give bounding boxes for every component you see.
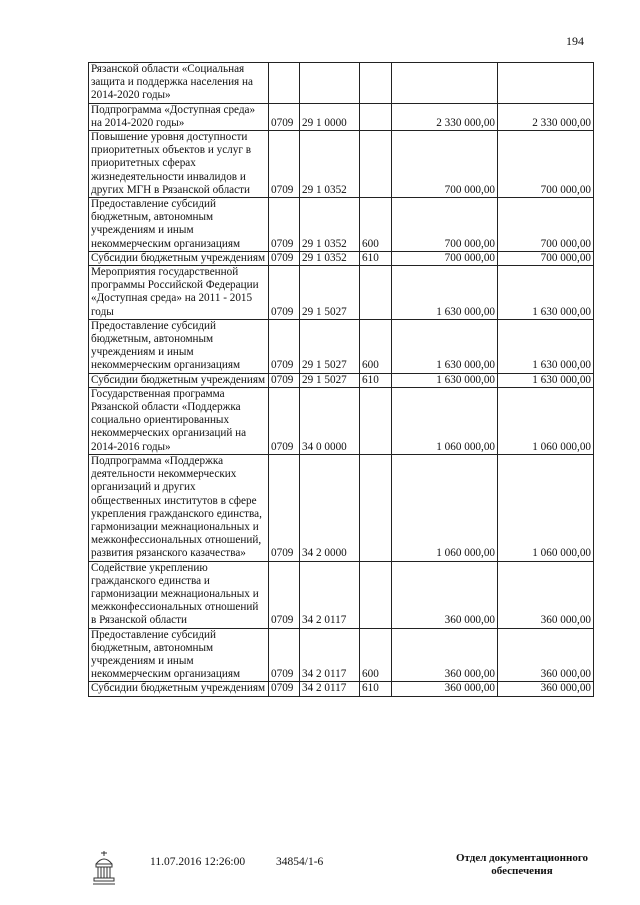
row-name-cell: Субсидии бюджетным учреждениям (89, 373, 269, 387)
amount-cell: 360 000,00 (392, 561, 498, 628)
amount-second-cell: 1 630 000,00 (498, 266, 594, 320)
expense-type-cell (360, 103, 392, 130)
budget-table (88, 62, 594, 697)
section-code-cell: 0709 (269, 373, 300, 387)
table-row (89, 198, 594, 252)
row-name-cell: Субсидии бюджетным учреждениям (89, 251, 269, 265)
table-row (89, 561, 594, 628)
amount-second-cell: 1 060 000,00 (498, 387, 594, 454)
table-row (89, 103, 594, 130)
expense-type-cell: 610 (360, 251, 392, 265)
row-name-cell: Мероприятия государственной программы Российской Федерации «Доступная среда» на 2011 - 2015 годы (89, 266, 269, 320)
table-row (89, 63, 594, 104)
target-article-cell: 29 1 5027 (300, 319, 360, 373)
amount-second-cell: 700 000,00 (498, 251, 594, 265)
target-article-cell (300, 63, 360, 104)
row-name-cell: Рязанской области «Социальная защита и поддержка населения на 2014-2020 годы» (89, 63, 269, 104)
amount-cell: 1 630 000,00 (392, 319, 498, 373)
section-code-cell: 0709 (269, 387, 300, 454)
target-article-cell: 34 2 0117 (300, 682, 360, 696)
expense-type-cell (360, 63, 392, 104)
row-name-cell: Содействие укреплению гражданского единства и гармонизации межнациональных и межконфессиональных отношений в Рязанской области (89, 561, 269, 628)
target-article-cell: 34 2 0117 (300, 628, 360, 682)
row-name-cell: Подпрограмма «Поддержка деятельности некоммерческих организаций и других общественных институтов в сфере укрепления гражданского единства, гармонизации межнациональных и межконфессиональных отношений, развития рязанского казачества» (89, 454, 269, 561)
section-code-cell: 0709 (269, 682, 300, 696)
table-row (89, 319, 594, 373)
target-article-cell: 29 1 0352 (300, 198, 360, 252)
footer-date: 11.07.2016 12:26:00 (150, 856, 246, 868)
row-name-cell: Повышение уровня доступности приоритетных объектов и услуг в приоритетных сферах жизнедеятельности инвалидов и других МГН в Рязанской области (89, 131, 269, 198)
amount-cell: 360 000,00 (392, 628, 498, 682)
amount-second-cell: 360 000,00 (498, 682, 594, 696)
section-code-cell: 0709 (269, 131, 300, 198)
emblem-logo-icon (90, 848, 118, 888)
row-name-cell: Субсидии бюджетным учреждениям (89, 682, 269, 696)
table-row (89, 682, 594, 696)
expense-type-cell (360, 387, 392, 454)
amount-cell: 700 000,00 (392, 198, 498, 252)
expense-type-cell: 610 (360, 682, 392, 696)
section-code-cell: 0709 (269, 454, 300, 561)
table-row (89, 387, 594, 454)
amount-second-cell (498, 63, 594, 104)
table-row (89, 266, 594, 320)
target-article-cell: 29 1 0000 (300, 103, 360, 130)
amount-second-cell: 1 060 000,00 (498, 454, 594, 561)
amount-cell: 1 630 000,00 (392, 373, 498, 387)
target-article-cell: 29 1 5027 (300, 373, 360, 387)
row-name-cell: Подпрограмма «Доступная среда» на 2014-2020 годы» (89, 103, 269, 130)
row-name-cell: Предоставление субсидий бюджетным, автономным учреждениям и иным некоммерческим организациям (89, 198, 269, 252)
amount-cell: 1 060 000,00 (392, 387, 498, 454)
page-footer (0, 848, 640, 898)
expense-type-cell (360, 131, 392, 198)
page-number: 194 (566, 34, 584, 48)
target-article-cell: 34 0 0000 (300, 387, 360, 454)
section-code-cell (269, 63, 300, 104)
section-code-cell: 0709 (269, 198, 300, 252)
section-code-cell: 0709 (269, 251, 300, 265)
expense-type-cell: 600 (360, 628, 392, 682)
amount-second-cell: 1 630 000,00 (498, 319, 594, 373)
section-code-cell: 0709 (269, 319, 300, 373)
table-row (89, 628, 594, 682)
amount-cell: 700 000,00 (392, 251, 498, 265)
target-article-cell: 29 1 5027 (300, 266, 360, 320)
target-article-cell: 34 2 0117 (300, 561, 360, 628)
section-code-cell: 0709 (269, 561, 300, 628)
section-code-cell: 0709 (269, 103, 300, 130)
target-article-cell: 34 2 0000 (300, 454, 360, 561)
amount-cell (392, 63, 498, 104)
expense-type-cell: 610 (360, 373, 392, 387)
row-name-cell: Предоставление субсидий бюджетным, автономным учреждениям и иным некоммерческим организациям (89, 319, 269, 373)
row-name-cell: Предоставление субсидий бюджетным, автономным учреждениям и иным некоммерческим организациям (89, 628, 269, 682)
table-row (89, 131, 594, 198)
budget-table-body (89, 63, 594, 697)
table-row (89, 454, 594, 561)
section-code-cell: 0709 (269, 266, 300, 320)
expense-type-cell: 600 (360, 319, 392, 373)
target-article-cell: 29 1 0352 (300, 251, 360, 265)
target-article-cell: 29 1 0352 (300, 131, 360, 198)
table-row (89, 373, 594, 387)
amount-second-cell: 1 630 000,00 (498, 373, 594, 387)
amount-second-cell: 700 000,00 (498, 131, 594, 198)
expense-type-cell (360, 454, 392, 561)
amount-cell: 2 330 000,00 (392, 103, 498, 130)
amount-cell: 1 630 000,00 (392, 266, 498, 320)
footer-department: Отдел документационного обеспечения (455, 852, 589, 877)
section-code-cell: 0709 (269, 628, 300, 682)
amount-second-cell: 2 330 000,00 (498, 103, 594, 130)
row-name-cell: Государственная программа Рязанской области «Поддержка социально ориентированных некоммерческих организаций на 2014-2016 годы» (89, 387, 269, 454)
footer-doc-number: 34854/1-6 (276, 856, 324, 868)
amount-cell: 360 000,00 (392, 682, 498, 696)
table-row (89, 251, 594, 265)
amount-second-cell: 360 000,00 (498, 628, 594, 682)
expense-type-cell (360, 266, 392, 320)
amount-second-cell: 700 000,00 (498, 198, 594, 252)
expense-type-cell: 600 (360, 198, 392, 252)
amount-cell: 700 000,00 (392, 131, 498, 198)
amount-cell: 1 060 000,00 (392, 454, 498, 561)
amount-second-cell: 360 000,00 (498, 561, 594, 628)
expense-type-cell (360, 561, 392, 628)
